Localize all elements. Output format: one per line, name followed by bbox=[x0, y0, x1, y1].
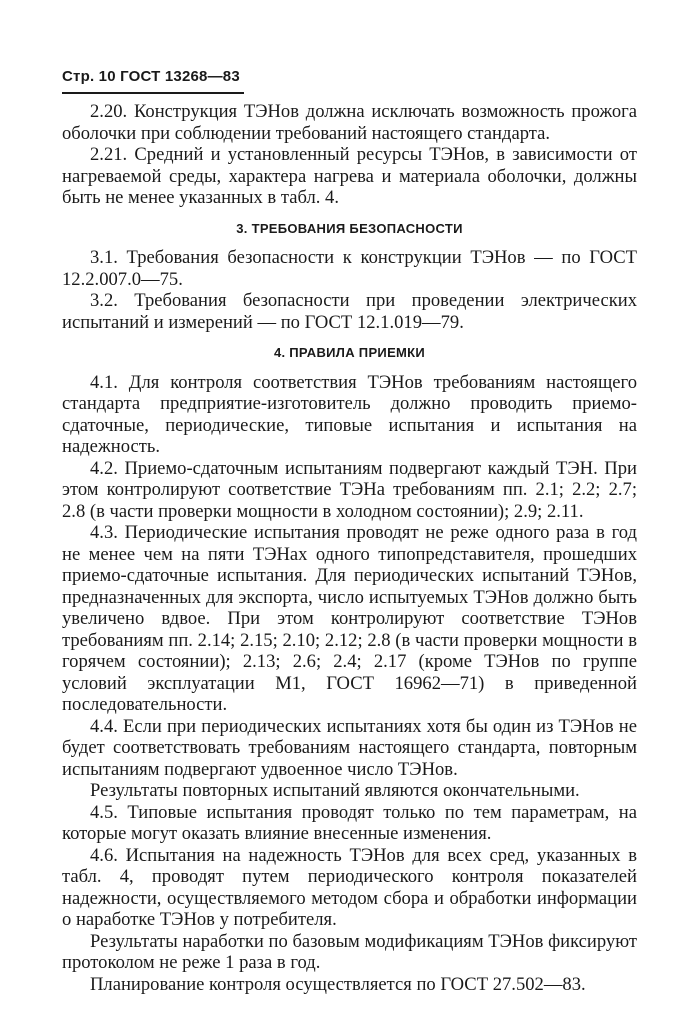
paragraph-4-3: 4.3. Периодические испытания проводят не реже одного раза в год не менее чем на пяти ТЭНах одного типопредставителя, прошедших приемо-сдаточные испытания. Для периодических испытаний ТЭНов, предназначенных для экспорта, число испытуемых ТЭНов должно быть увеличено вдвое. При этом контролируют соответствие ТЭНов требованиям пп. 2.14; 2.15; 2.10; 2.12; 2.8 (в части проверки мощности в горячем состоянии); 2.13; 2.6; 2.4; 2.17 (кроме ТЭНов по группе условий эксплуатации М1, ГОСТ 16962—71) в приведенной последовательности. bbox=[62, 522, 637, 715]
paragraph-4-2: 4.2. Приемо-сдаточным испытаниям подвергают каждый ТЭН. При этом контролируют соответствие ТЭНа требованиям пп. 2.1; 2.2; 2.7; 2.8 (в части проверки мощности в холодном состоянии); 2.9; 2.11. bbox=[62, 457, 637, 522]
paragraph-3-1: 3.1. Требования безопасности к конструкции ТЭНов — по ГОСТ 12.2.007.0—75. bbox=[62, 247, 637, 290]
paragraph-4-4: 4.4. Если при периодических испытаниях хотя бы один из ТЭНов не будет соответствовать требованиям настоящего стандарта, повторным испытаниям подвергают удвоенное число ТЭНов. bbox=[62, 715, 637, 780]
paragraph-3-2: 3.2. Требования безопасности при проведении электрических испытаний и измерений — по ГОСТ 12.1.019—79. bbox=[62, 290, 637, 333]
paragraph-4-6-planning: Планирование контроля осуществляется по ГОСТ 27.502—83. bbox=[90, 973, 586, 995]
paragraph-4-5: 4.5. Типовые испытания проводят только по тем параметрам, на которые могут оказать влияние внесенные изменения. bbox=[62, 801, 637, 844]
document-body bbox=[62, 101, 637, 995]
paragraph-2-21: 2.21. Средний и установленный ресурсы ТЭНов, в зависимости от нагреваемой среды, характера нагрева и материала оболочки, должны быть не менее указанных в табл. 4. bbox=[62, 144, 637, 208]
paragraph-4-6-results: Результаты наработки по базовым модификациям ТЭНов фиксируют протоколом не реже 1 раза в год. bbox=[62, 930, 637, 973]
header-rule bbox=[62, 92, 244, 94]
section-4-title: 4. ПРАВИЛА ПРИЕМКИ bbox=[273, 345, 426, 360]
paragraph-4-4-result: Результаты повторных испытаний являются окончательными. bbox=[90, 780, 580, 801]
paragraph-2-20: 2.20. Конструкция ТЭНов должна исключать возможность прожога оболочки при соблюдении требований настоящего стандарта. bbox=[62, 101, 637, 144]
paragraph-4-1: 4.1. Для контроля соответствия ТЭНов требованиям настоящего стандарта предприятие-изготовитель должно проводить приемо-сдаточные, периодические, типовые испытания и испытания на надежность. bbox=[62, 371, 637, 457]
page-header: Стр. 10 ГОСТ 13268—83 bbox=[62, 68, 240, 85]
paragraph-4-6: 4.6. Испытания на надежность ТЭНов для всех сред, указанных в табл. 4, проводят путем периодического контроля показателей надежности, осуществляемого методом сбора и обработки информации о наработке ТЭНов у потребителя. bbox=[62, 844, 637, 930]
section-3-title: 3. ТРЕБОВАНИЯ БЕЗОПАСНОСТИ bbox=[236, 220, 463, 236]
